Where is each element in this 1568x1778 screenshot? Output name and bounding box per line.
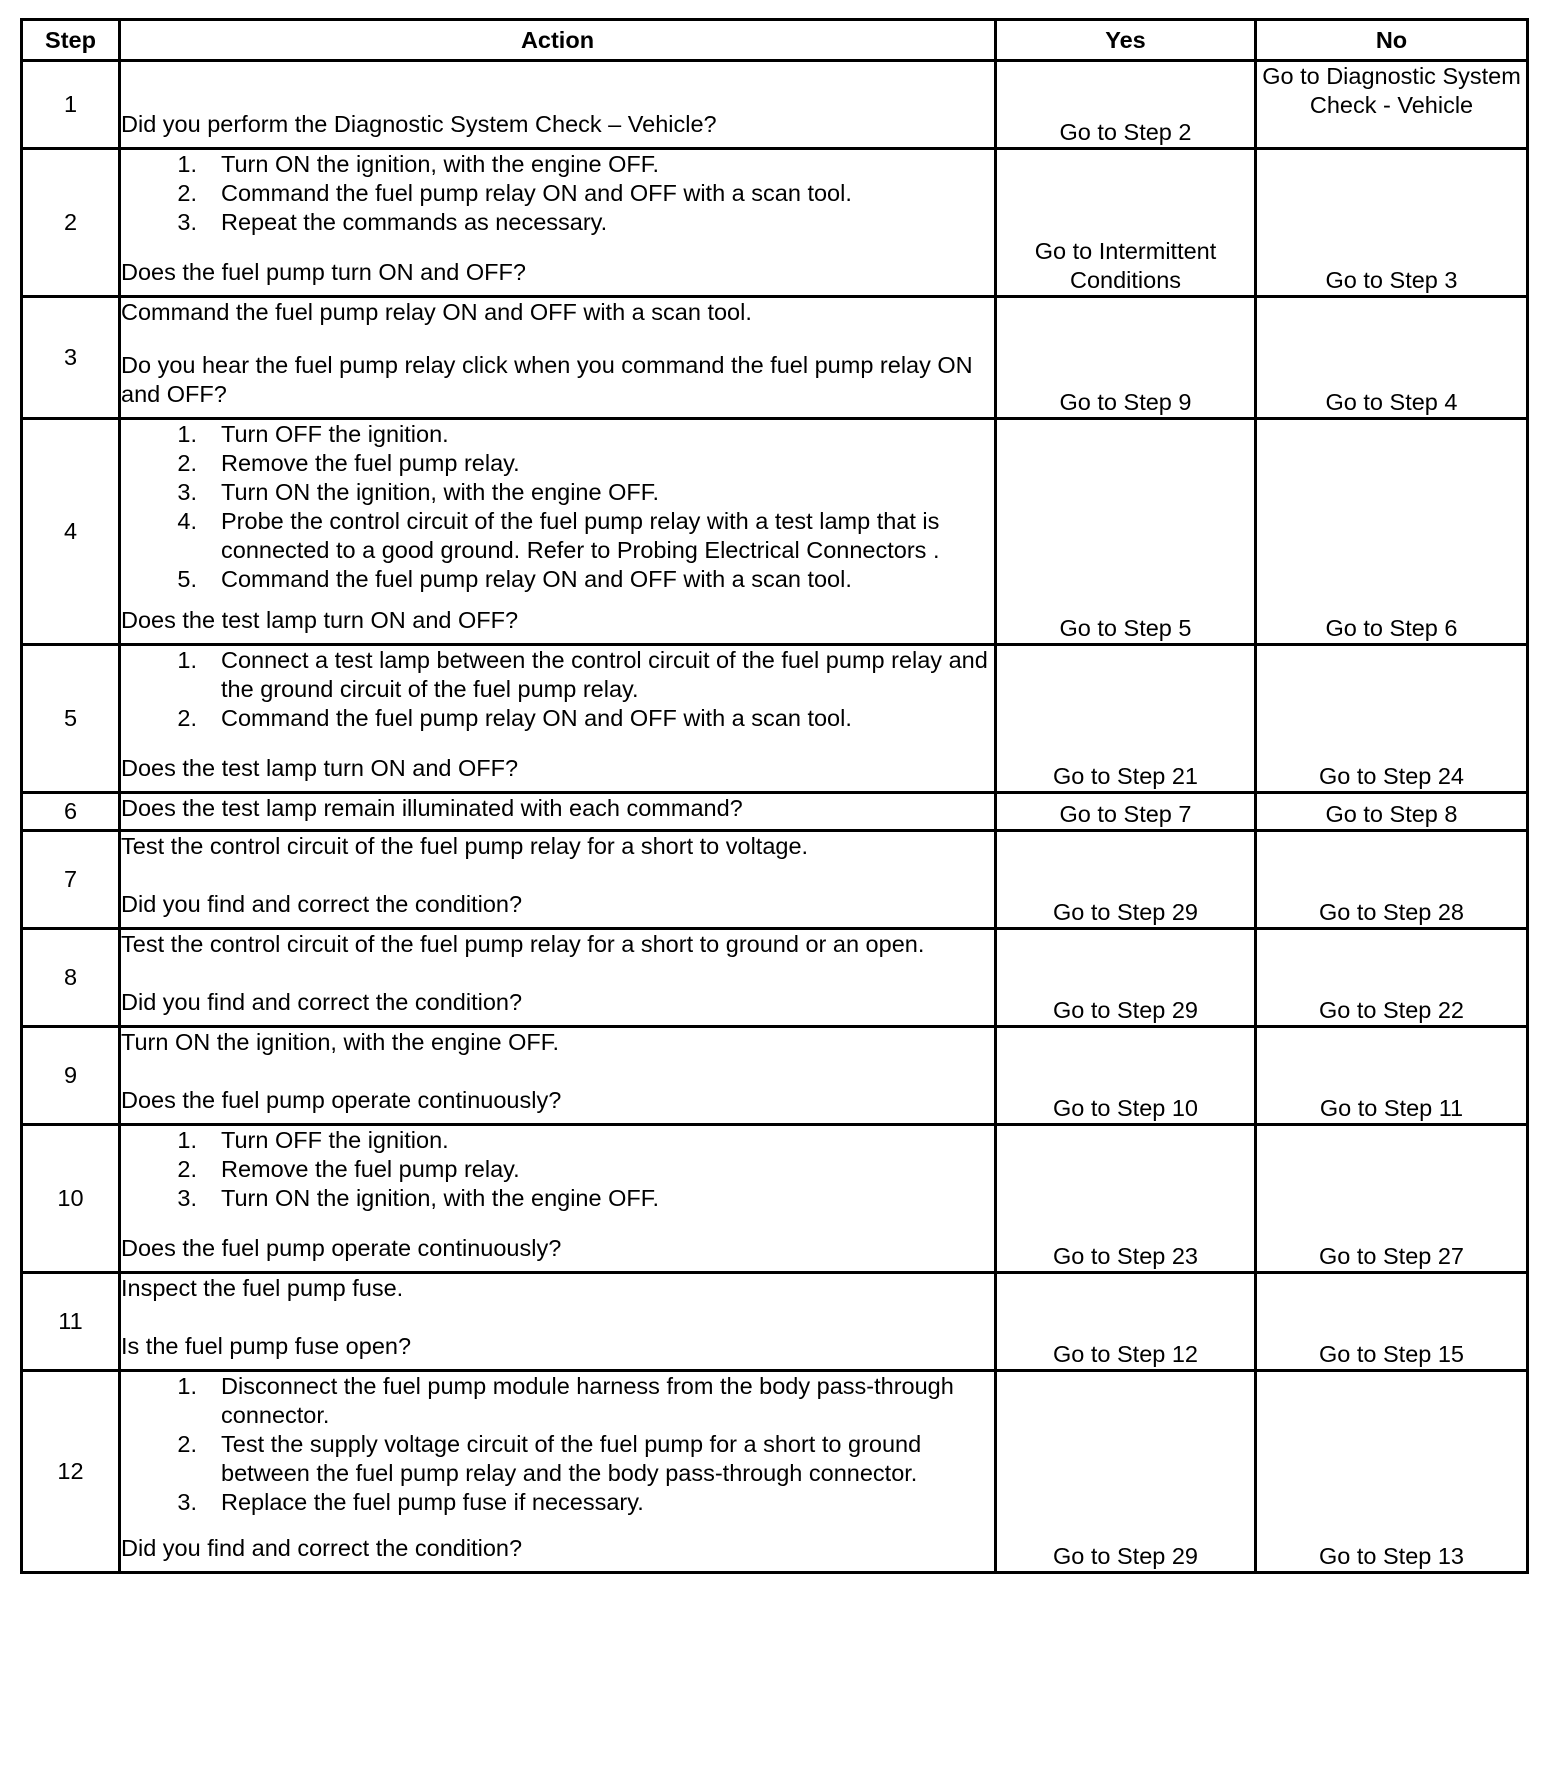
no-result: Go to Step 6 [1256,419,1528,645]
action-content [121,930,994,1017]
no-result: Go to Step 8 [1256,793,1528,831]
action-content [121,420,994,635]
action-cell [120,831,996,929]
action-cell [120,1027,996,1125]
question-text: Does the fuel pump turn ON and OFF? [121,259,526,285]
action-cell [120,61,996,149]
no-result: Go to Step 13 [1256,1371,1528,1573]
procedure-item [121,150,994,179]
action-cell [120,1273,996,1371]
table-row [22,645,1528,793]
procedure-list [121,646,994,733]
procedure-item [121,1126,994,1155]
procedure-item [121,704,994,733]
step-number: 5 [22,645,120,793]
procedure-text: Remove the fuel pump relay. [221,450,520,476]
procedure-item [121,478,994,507]
header-row [22,20,1528,61]
no-result: Go to Step 11 [1256,1027,1528,1125]
procedure-text: Remove the fuel pump relay. [221,1156,520,1182]
question-text: Does the test lamp remain illuminated with each command? [121,795,743,821]
question-text: Did you find and correct the condition? [121,989,523,1015]
instruction-text: Turn ON the ignition, with the engine OFF. [121,1029,560,1055]
question-text: Is the fuel pump fuse open? [121,1333,412,1359]
procedure-number: 1. [177,151,197,177]
table-row [22,1273,1528,1371]
no-result: Go to Step 3 [1256,149,1528,297]
procedure-text: Turn ON the ignition, with the engine OFF. [221,1185,660,1211]
action-instructions [121,646,994,733]
action-content [121,646,994,783]
procedure-item [121,208,994,237]
no-result: Go to Step 15 [1256,1273,1528,1371]
step-number: 11 [22,1273,120,1371]
question-text: Does the fuel pump operate continuously? [121,1235,562,1261]
procedure-number: 2. [177,1431,197,1457]
procedure-text: Test the supply voltage circuit of the fuel pump for a short to ground between the fuel pump relay and the body pass-through connector. [221,1431,922,1486]
procedure-number: 3. [177,479,197,505]
procedure-number: 3. [177,1489,197,1515]
yes-result: Go to Step 29 [996,929,1256,1027]
yes-result: Go to Step 23 [996,1125,1256,1273]
question-text: Does the fuel pump operate continuously? [121,1087,562,1113]
procedure-number: 1. [177,421,197,447]
action-cell [120,149,996,297]
action-instructions [121,1372,994,1517]
procedure-item [121,420,994,449]
question-text: Do you hear the fuel pump relay click when you command the fuel pump relay ON and OFF? [121,352,973,407]
header-yes: Yes [996,20,1256,61]
no-result: Go to Step 28 [1256,831,1528,929]
procedure-text: Command the fuel pump relay ON and OFF with a scan tool. [221,180,852,206]
procedure-number: 2. [177,180,197,206]
action-cell [120,1125,996,1273]
procedure-list [121,1372,994,1517]
procedure-item [121,1184,994,1213]
procedure-item [121,1155,994,1184]
action-cell [120,297,996,419]
action-cell [120,419,996,645]
procedure-item [121,1372,994,1430]
yes-result: Go to Step 10 [996,1027,1256,1125]
header-action: Action [120,20,996,61]
yes-result: Go to Step 29 [996,831,1256,929]
action-content [121,1126,994,1263]
procedure-text: Connect a test lamp between the control circuit of the fuel pump relay and the ground circuit of the fuel pump relay. [221,647,988,702]
action-cell [120,929,996,1027]
action-cell [120,793,996,831]
step-number: 1 [22,61,120,149]
procedure-number: 3. [177,209,197,235]
table-row [22,1027,1528,1125]
yes-result: Go to Step 5 [996,419,1256,645]
question-text: Did you perform the Diagnostic System Check – Vehicle? [121,111,717,137]
instruction-text: Test the control circuit of the fuel pump relay for a short to voltage. [121,833,809,859]
question-text: Did you find and correct the condition? [121,1535,523,1561]
step-number: 8 [22,929,120,1027]
no-result: Go to Step 22 [1256,929,1528,1027]
action-content [121,62,994,139]
action-instructions [121,420,994,594]
yes-result: Go to Step 9 [996,297,1256,419]
procedure-list [121,420,994,594]
no-result: Go to Step 27 [1256,1125,1528,1273]
table-body [22,61,1528,1573]
procedure-text: Disconnect the fuel pump module harness from the body pass-through connector. [221,1373,954,1428]
step-number: 6 [22,793,120,831]
header-no: No [1256,20,1528,61]
procedure-item [121,1488,994,1517]
question-text: Did you find and correct the condition? [121,891,523,917]
step-number: 2 [22,149,120,297]
action-content [121,298,994,409]
procedure-list [121,1126,994,1213]
step-number: 12 [22,1371,120,1573]
action-instructions [121,1274,994,1303]
action-content [121,832,994,919]
procedure-text: Turn OFF the ignition. [221,1127,449,1153]
action-instructions [121,298,994,327]
instruction-text: Test the control circuit of the fuel pump relay for a short to ground or an open. [121,931,925,957]
step-number: 7 [22,831,120,929]
procedure-number: 1. [177,1127,197,1153]
instruction-text: Command the fuel pump relay ON and OFF with a scan tool. [121,299,752,325]
action-instructions [121,930,994,959]
action-instructions [121,832,994,861]
action-content [121,1028,994,1115]
table-row [22,419,1528,645]
action-instructions [121,1028,994,1057]
procedure-item [121,646,994,704]
procedure-number: 2. [177,1156,197,1182]
table-row [22,1125,1528,1273]
procedure-item [121,449,994,478]
yes-result: Go to Step 21 [996,645,1256,793]
procedure-item [121,565,994,594]
action-cell [120,645,996,793]
instruction-text: Inspect the fuel pump fuse. [121,1275,404,1301]
procedure-text: Command the fuel pump relay ON and OFF with a scan tool. [221,566,852,592]
table-row [22,61,1528,149]
action-content [121,1274,994,1361]
question-text: Does the test lamp turn ON and OFF? [121,755,519,781]
question-text: Does the test lamp turn ON and OFF? [121,607,519,633]
procedure-text: Command the fuel pump relay ON and OFF with a scan tool. [221,705,852,731]
action-content [121,794,994,823]
no-result: Go to Step 4 [1256,297,1528,419]
table-row [22,1371,1528,1573]
diagnostic-table [20,18,1529,1574]
procedure-text: Probe the control circuit of the fuel pump relay with a test lamp that is connected to a good ground. Refer to Probing Electrical Connectors . [221,508,940,563]
procedure-number: 5. [177,566,197,592]
procedure-number: 1. [177,1373,197,1399]
procedure-number: 2. [177,705,197,731]
action-content [121,1372,994,1563]
yes-result: Go to Step 29 [996,1371,1256,1573]
procedure-number: 3. [177,1185,197,1211]
yes-result: Go to Step 7 [996,793,1256,831]
no-result: Go to Step 24 [1256,645,1528,793]
table-row [22,149,1528,297]
procedure-text: Turn ON the ignition, with the engine OFF. [221,479,660,505]
step-number: 9 [22,1027,120,1125]
action-cell [120,1371,996,1573]
no-result: Go to Diagnostic System Check - Vehicle [1256,61,1528,149]
header-step: Step [22,20,120,61]
action-instructions [121,150,994,237]
action-instructions [121,1126,994,1213]
procedure-text: Turn OFF the ignition. [221,421,449,447]
procedure-number: 4. [177,508,197,534]
yes-result: Go to Step 12 [996,1273,1256,1371]
yes-result: Go to Step 2 [996,61,1256,149]
yes-result: Go to Intermittent Conditions [996,149,1256,297]
procedure-number: 1. [177,647,197,673]
table-row [22,793,1528,831]
step-number: 4 [22,419,120,645]
procedure-text: Turn ON the ignition, with the engine OFF. [221,151,660,177]
step-number: 10 [22,1125,120,1273]
procedure-list [121,150,994,237]
procedure-text: Repeat the commands as necessary. [221,209,608,235]
table-row [22,297,1528,419]
step-number: 3 [22,297,120,419]
procedure-item [121,179,994,208]
procedure-item [121,1430,994,1488]
procedure-number: 2. [177,450,197,476]
table-row [22,929,1528,1027]
procedure-text: Replace the fuel pump fuse if necessary. [221,1489,644,1515]
table-row [22,831,1528,929]
procedure-item [121,507,994,565]
action-content [121,150,994,287]
